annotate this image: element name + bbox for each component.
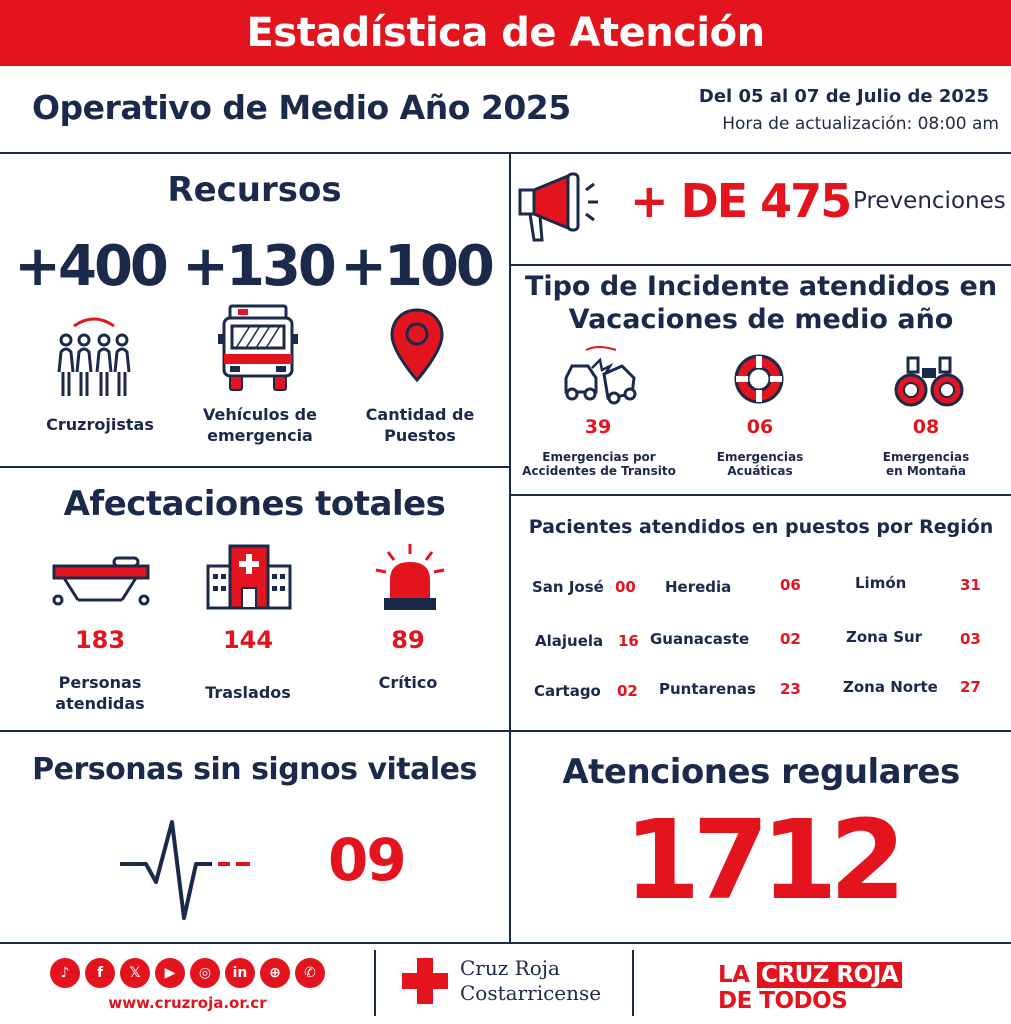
- incidente-label: [514, 450, 684, 478]
- incidente-label: [866, 450, 986, 478]
- sin-signos-title: Personas sin signos vitales: [32, 752, 477, 787]
- divider: [0, 466, 509, 468]
- region-name: Cartago: [534, 682, 601, 700]
- linkedin-icon[interactable]: in: [225, 958, 255, 988]
- facebook-icon[interactable]: f: [85, 958, 115, 988]
- incidentes-title: [511, 270, 1011, 336]
- divider: [0, 730, 1011, 732]
- youtube-icon[interactable]: ▶: [155, 958, 185, 988]
- region-name: Limón: [855, 574, 907, 592]
- slogan: [718, 962, 902, 1014]
- afectacion-label: [30, 672, 170, 714]
- divider: [0, 152, 1011, 154]
- lifebuoy-icon: [732, 352, 786, 406]
- footer-divider: [632, 950, 634, 1016]
- region-name: Alajuela: [535, 632, 604, 650]
- heartbeat-line-icon: [116, 818, 256, 922]
- afectacion-value: 144: [222, 626, 274, 654]
- recurso-label: Puestos: [384, 426, 456, 445]
- regulares-title: Atenciones regulares: [562, 752, 960, 792]
- recurso-label: Cantidad de: [365, 405, 475, 424]
- people-icon: [52, 312, 136, 398]
- region-name: Heredia: [665, 578, 732, 596]
- incidente-value: 08: [912, 416, 940, 438]
- region-name: Puntarenas: [659, 680, 756, 698]
- region-value: 16: [618, 632, 639, 650]
- recurso-label: Cruzrojistas: [46, 415, 154, 434]
- binoculars-icon: [894, 356, 964, 408]
- org-name-line: Costarricense: [460, 981, 602, 1005]
- afectacion-label: Traslados: [205, 683, 291, 702]
- region-value: 27: [960, 678, 981, 696]
- incidentes-title-line: Vacaciones de medio año: [568, 304, 954, 335]
- divider: [0, 942, 1011, 944]
- recurso-value: +100: [340, 234, 492, 299]
- afectacion-label: Crítico: [378, 673, 438, 692]
- region-name: Guanacaste: [650, 630, 750, 648]
- footer-divider: [374, 950, 376, 1016]
- region-value: 00: [615, 578, 636, 596]
- hospital-icon: [206, 542, 292, 610]
- org-name: [460, 956, 601, 1006]
- top-banner: [0, 0, 1011, 66]
- region-value: 02: [617, 682, 638, 700]
- siren-icon: [372, 542, 448, 612]
- incidente-label-line: Accidentes de Transito: [522, 464, 676, 478]
- incidentes-title-line: Tipo de Incidente atendidos en: [524, 271, 998, 302]
- sin-signos-value: 09: [328, 826, 405, 894]
- instagram-icon[interactable]: ◎: [190, 958, 220, 988]
- update-time: Hora de actualización: 08:00 am: [722, 114, 999, 134]
- incidente-label-line: Emergencias: [882, 450, 970, 464]
- recurso-value: +400: [14, 234, 166, 299]
- incidente-value: 06: [746, 416, 774, 438]
- afectacion-label-line: atendidas: [55, 694, 145, 713]
- regulares-value: 1712: [623, 796, 899, 924]
- incidente-label-line: Acuáticas: [727, 464, 793, 478]
- region-value: 06: [780, 576, 801, 594]
- region-value: 03: [960, 630, 981, 648]
- incidente-label-line: Emergencias: [716, 450, 804, 464]
- divider: [509, 494, 1011, 496]
- tiktok-icon[interactable]: ♪: [50, 958, 80, 988]
- incidente-label-line: Emergencias por: [542, 450, 656, 464]
- web-icon[interactable]: ⊕: [260, 958, 290, 988]
- whatsapp-icon[interactable]: ✆: [295, 958, 325, 988]
- stretcher-icon: [50, 554, 154, 606]
- org-name-line: Cruz Roja: [460, 956, 560, 980]
- operativo-title: Operativo de Medio Año 2025: [32, 88, 571, 127]
- region-value: 31: [960, 576, 981, 594]
- slogan-part: LA: [718, 962, 750, 988]
- date-range: Del 05 al 07 de Julio de 2025: [698, 86, 989, 107]
- region-name: Zona Sur: [846, 628, 923, 646]
- prevenciones-value: + DE 475: [630, 174, 851, 228]
- red-cross-logo: [402, 958, 448, 1004]
- recurso-value: +130: [182, 234, 334, 299]
- recurso-label: emergencia: [207, 426, 313, 445]
- incidente-label: [700, 450, 820, 478]
- region-value: 23: [780, 680, 801, 698]
- recurso-label: Vehículos de: [203, 405, 317, 424]
- website-link[interactable]: www.cruzroja.or.cr: [108, 994, 267, 1012]
- map-pin-icon: [388, 306, 446, 384]
- region-value: 02: [780, 630, 801, 648]
- region-name: Zona Norte: [843, 678, 938, 696]
- pacientes-title: Pacientes atendidos en puestos por Región: [528, 516, 994, 538]
- ambulance-icon: [218, 304, 298, 392]
- slogan-part: DE TODOS: [718, 988, 848, 1014]
- afectaciones-title: Afectaciones totales: [63, 484, 446, 524]
- divider: [509, 264, 1011, 266]
- prevenciones-label: Prevenciones: [853, 188, 1006, 214]
- region-name: San José: [532, 578, 604, 596]
- megaphone-icon: [516, 172, 600, 244]
- afectacion-value: 89: [391, 626, 425, 654]
- incidente-label-line: en Montaña: [885, 464, 967, 478]
- banner-title: Estadística de Atención: [246, 10, 765, 56]
- afectacion-value: 183: [74, 626, 126, 654]
- car-crash-icon: [562, 344, 638, 406]
- afectacion-label-line: Personas: [58, 673, 142, 692]
- incidente-value: 39: [584, 416, 612, 438]
- recursos-title: Recursos: [167, 170, 342, 210]
- x-icon[interactable]: 𝕏: [120, 958, 150, 988]
- slogan-highlight: CRUZ ROJA: [757, 962, 902, 988]
